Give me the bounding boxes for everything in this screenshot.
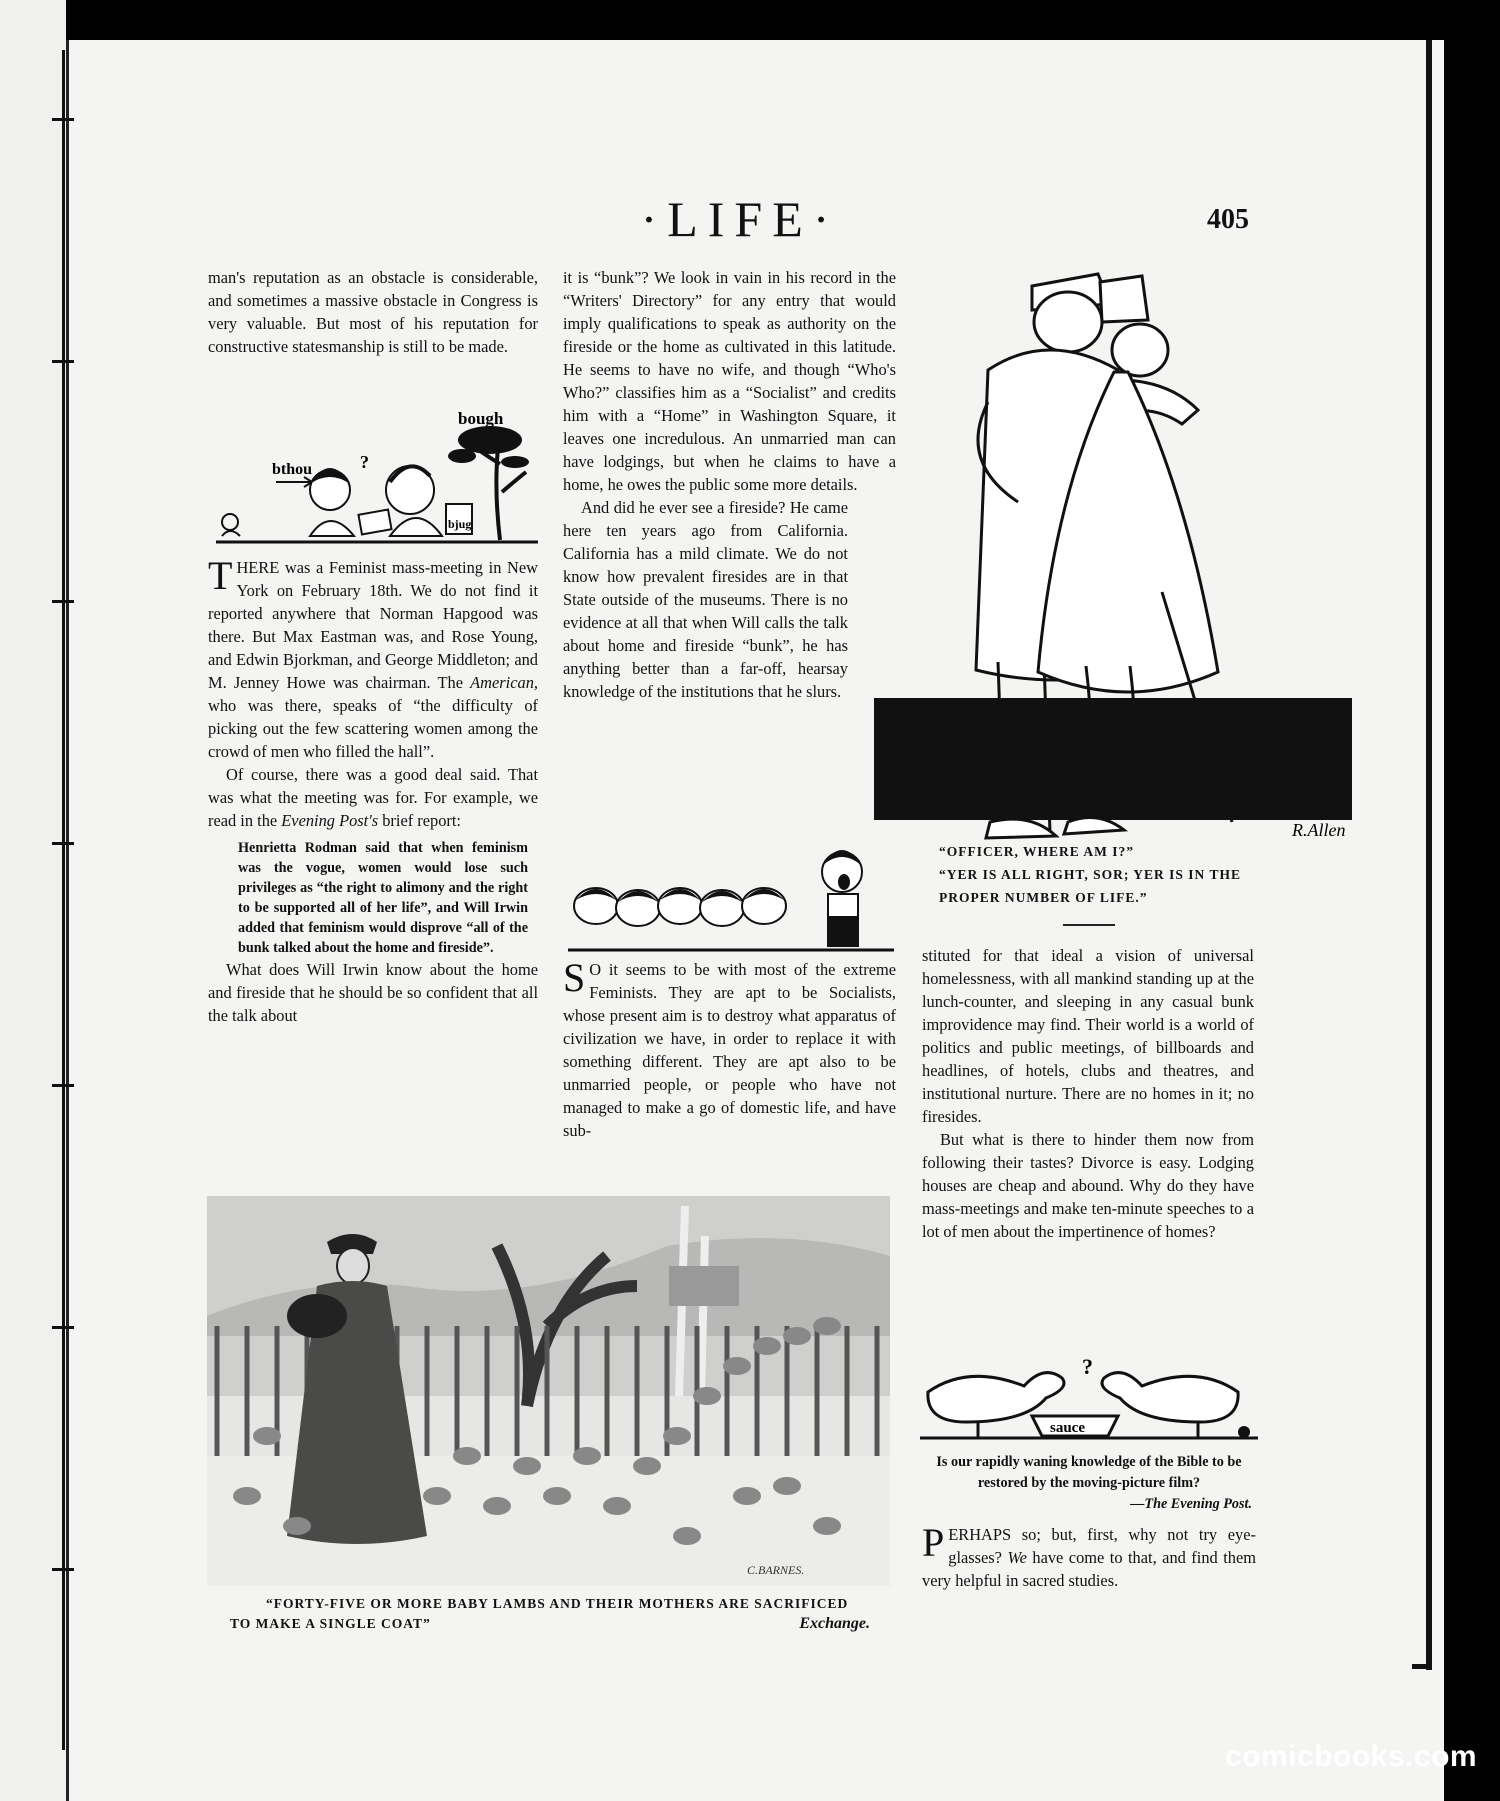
feminist-meeting-paragraph: THERE was a Feminist mass-meeting in New York on February 18th. We do not find it reported anywhere that Norman Hapgood was there. But Max Eastman was, and Rose Young, and Edwin Bjorkman, and George Middleton; and M. Jenney Howe was chairman. The American, who was there, speaks of “the difficulty of picking out the few scattering women among the crowd of men who filled the hall”. xyxy=(208,553,538,761)
paragraph: stituted for that ideal a vision of universal homelessness, with all mankind standing up at the lunch-counter, and sleeping in any casual bunk improvidence may find. Their world is a world of politics and public meetings, of billboards and headlines, of hotels, clubs and theatres, and institutional nurture. There are no homes in it; no firesides. xyxy=(922,946,1254,1126)
column-3-continued xyxy=(922,1452,1256,1592)
binding-stitch xyxy=(52,1326,74,1329)
paragraph: What does Will Irwin know about the home and fireside that he should be so confident that all the talk about xyxy=(208,960,538,1025)
question-mark: ? xyxy=(1082,1354,1093,1379)
label-bough: bough xyxy=(458,409,504,428)
caption-line: “OFFICER, WHERE AM I?” xyxy=(939,844,1135,859)
bible-quote: Is our rapidly waning knowledge of the Bible to be restored by the moving-picture film? xyxy=(936,1454,1242,1491)
choir-cartoon xyxy=(566,836,896,952)
lambs-illustration xyxy=(207,1196,890,1586)
masthead: ·LIFE· xyxy=(640,191,840,247)
binding-stitch xyxy=(52,842,74,845)
watermark: comicbooks.com xyxy=(1225,1740,1478,1773)
column-2-continued xyxy=(563,955,896,1142)
feminists-paragraph: SO it seems to be with most of the extreme Feminists. They are apt to be Socialists, whose present aim is to destroy what apparatus of civilization we have, in order to replace it with something different. They are apt also to be unmarried people, or people who have not managed to make a go of domestic life, and have sub- xyxy=(563,955,896,1140)
page-number: 405 xyxy=(1207,204,1249,235)
question-mark: ? xyxy=(360,452,369,472)
column-1 xyxy=(208,266,538,358)
binding-stitch xyxy=(52,118,74,121)
quote-source: —The Evening Post. xyxy=(1130,1496,1252,1512)
officer-caption xyxy=(925,840,1265,909)
caption-line: “YER IS ALL RIGHT, SOR; YER IS IN THE PROPER NUMBER OF LIFE.” xyxy=(939,867,1241,905)
binding-stitch xyxy=(52,600,74,603)
column-2 xyxy=(563,266,896,703)
caption-text: “FORTY-FIVE OR MORE BABY LAMBS AND THEIR MOTHERS ARE SACRIFICED TO MAKE A SINGLE COAT” xyxy=(230,1596,849,1631)
binding-line xyxy=(62,50,65,1750)
geese-cartoon xyxy=(918,1352,1260,1442)
binding-stitch xyxy=(52,1568,74,1571)
paragraph: PERHAPS so; but, first, why not try eye-glasses? We have come to that, and find them very helpful in sacred studies. xyxy=(922,1520,1256,1590)
page-frame-corner xyxy=(1412,1664,1432,1669)
column-1-continued xyxy=(208,553,538,1027)
binding-spine xyxy=(0,0,66,1801)
bowl-label: sauce xyxy=(1050,1420,1085,1436)
binding-stitch xyxy=(52,360,74,363)
label-bjug: bjug xyxy=(448,517,472,531)
paragraph: man's reputation as an obstacle is considerable, and sometimes a massive obstacle in Congress is very valuable. But most of his reputation for constructive statesmanship is still to be made. xyxy=(208,268,538,356)
lambs-caption xyxy=(230,1594,870,1634)
paragraph: And did he ever see a fireside? He came here ten years ago from California. California has a mild climate. We do not know how prevalent firesides are in that State outside of the museums. There is no evidence at all that when Will calls the talk about home and fireside “bunk”, he has anything better than a far-off, hearsay knowledge of the institutions that he slurs. xyxy=(563,498,848,701)
lambs-signature: C.BARNES. xyxy=(747,1563,805,1577)
paragraph: Of course, there was a good deal said. That was what the meeting was for. For example, we read in the Evening Post's brief report: xyxy=(208,765,538,830)
caption-source: Exchange. xyxy=(799,1615,870,1632)
paragraph: But what is there to hinder them now from following their tastes? Divorce is easy. Lodging houses are cheap and abound. Why do they have mass-meetings and make ten-minute speeches to a lot of men about the impertinence of homes? xyxy=(922,1130,1254,1241)
officer-cartoon xyxy=(872,262,1346,840)
label-bthou: bthou xyxy=(272,461,313,478)
column-3 xyxy=(922,944,1254,1243)
bough-cartoon xyxy=(210,404,540,544)
binding-stitch xyxy=(52,1084,74,1087)
officer-signature: R.Allen xyxy=(1292,820,1346,840)
section-rule xyxy=(1063,924,1115,926)
paragraph: it is “bunk”? We look in vain in his record in the “Writers' Directory” for any entry that would imply qualifications to speak as authority on the fireside or the home as cultivated in this latitude. He seems to have no wife, and though “Who's Who?” classifies him as a “Socialist” and credits him with a “Home” in Washington Square, it leaves one incredulous. An unmarried man can have lodgings, but when he claims to have a home, he owes the public some more details. xyxy=(563,268,896,494)
block-quote: Henrietta Rodman said that when feminism was the vogue, women would lose such privileges as “the right to alimony and the right to be supported all of her life”, and Will Irwin added that feminism would disprove “all of the bunk talked about the home and fireside”. xyxy=(238,840,528,956)
page-frame-edge xyxy=(1426,40,1432,1670)
